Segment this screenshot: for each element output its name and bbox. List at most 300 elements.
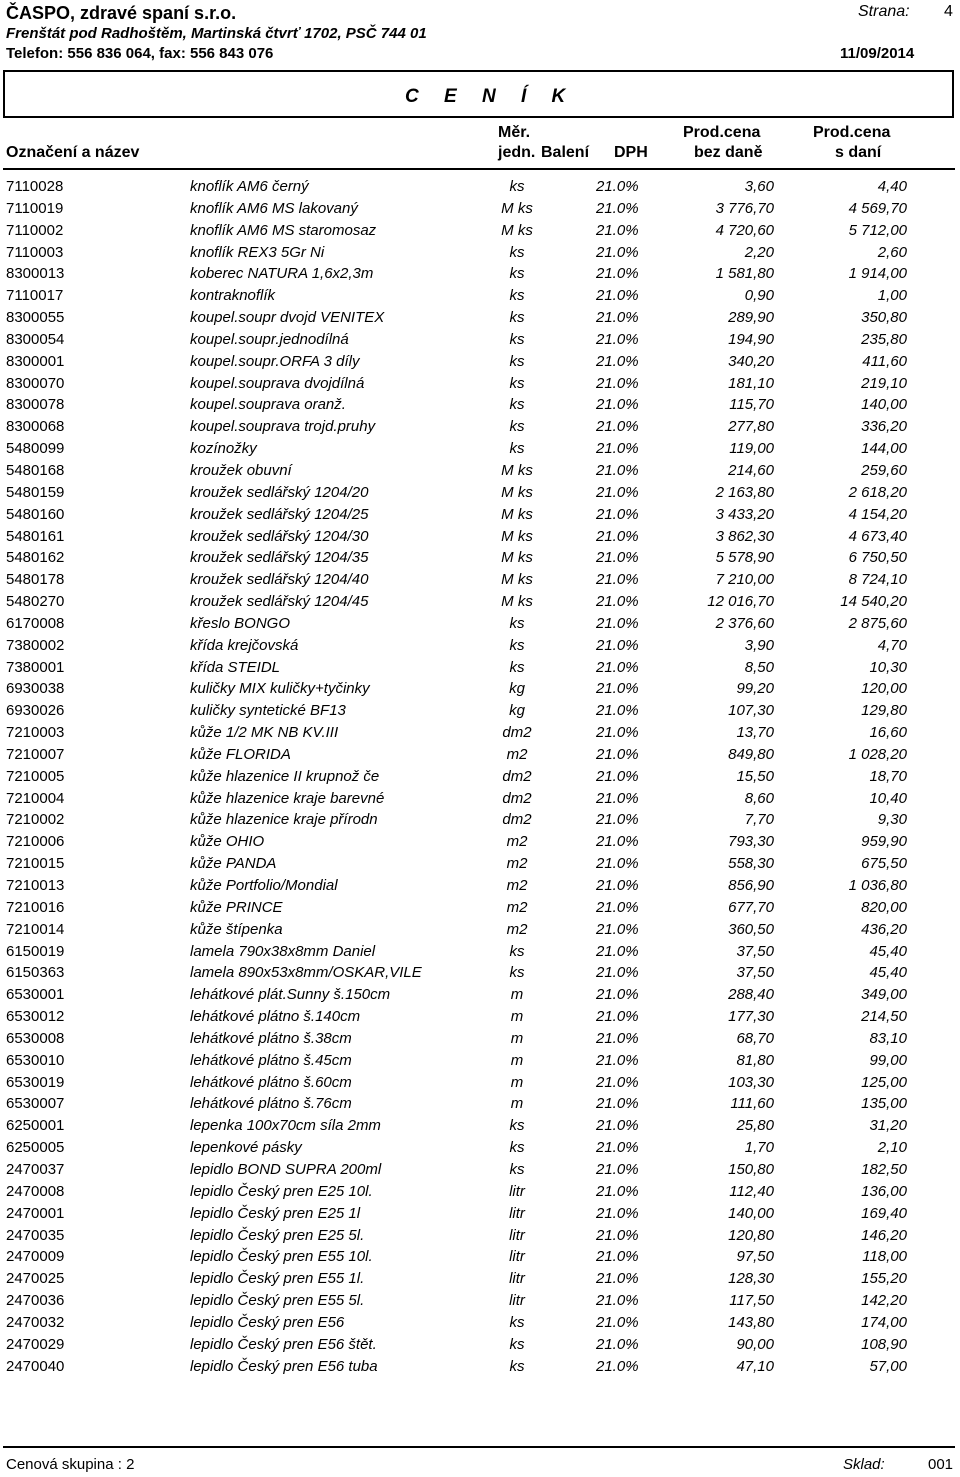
item-code: 6930026 (6, 702, 65, 720)
table-row (0, 198, 960, 220)
item-vat: 21.0% (596, 680, 639, 698)
item-code: 5480178 (6, 571, 65, 589)
item-code: 6530007 (6, 1095, 65, 1113)
item-name: koupel.souprava oranž. (190, 396, 346, 414)
item-name: kroužek sedlářský 1204/45 (190, 593, 369, 611)
item-price-gross: 675,50 (861, 855, 907, 873)
item-vat: 21.0% (596, 1357, 639, 1375)
item-vat: 21.0% (596, 724, 639, 742)
item-name: lepidlo Český pren E56 (190, 1313, 345, 1331)
table-row (0, 919, 960, 941)
item-price-net: 277,80 (728, 418, 774, 436)
table-row (0, 700, 960, 722)
item-price-net: 2,20 (744, 243, 774, 261)
item-vat: 21.0% (596, 571, 639, 589)
table-row (0, 1290, 960, 1312)
item-name: koupel.soupr.ORFA 3 díly (190, 352, 360, 370)
item-code: 8300078 (6, 396, 65, 414)
item-price-gross: 129,80 (861, 702, 907, 720)
item-name: lepidlo BOND SUPRA 200ml (190, 1160, 382, 1178)
table-row (0, 329, 960, 351)
item-code: 7110003 (6, 243, 64, 261)
table-row (0, 591, 960, 613)
item-name: lehátkové plátno š.38cm (190, 1029, 352, 1047)
table-row (0, 1312, 960, 1334)
item-price-gross: 350,80 (861, 309, 907, 327)
table-row (0, 1181, 960, 1203)
item-unit: M ks (501, 221, 533, 239)
item-name: lepidlo Český pren E55 10l. (190, 1248, 373, 1266)
item-code: 8300070 (6, 374, 65, 392)
item-price-net: 2 163,80 (715, 483, 774, 501)
item-code: 6930038 (6, 680, 65, 698)
item-name: lamela 790x38x8mm Daniel (190, 942, 376, 960)
item-code: 8300001 (6, 352, 65, 370)
item-price-net: 4 720,60 (715, 221, 774, 239)
item-price-net: 99,20 (736, 680, 774, 698)
item-price-net: 97,50 (736, 1248, 774, 1266)
item-code: 8300055 (6, 309, 65, 327)
item-price-gross: 1 036,80 (848, 877, 907, 894)
table-row (0, 176, 960, 198)
item-vat: 21.0% (596, 549, 639, 567)
item-price-net: 115,70 (729, 396, 774, 414)
item-vat: 21.0% (596, 1008, 639, 1026)
item-name: kůže OHIO (190, 833, 265, 851)
item-code: 7110028 (6, 178, 64, 195)
item-code: 2470032 (6, 1313, 65, 1331)
item-price-net: 12 016,70 (707, 593, 774, 611)
item-price-net: 3,60 (744, 178, 774, 195)
item-price-net: 340,20 (728, 352, 774, 370)
item-vat: 21.0% (596, 440, 639, 458)
item-name: koupel.souprava trojd.pruhy (190, 418, 376, 436)
table-row (0, 263, 960, 285)
item-unit: ks (509, 374, 525, 392)
table-row (0, 744, 960, 766)
column-header-name: Označení a název (6, 144, 140, 161)
company-address: Frenštát pod Radhoštěm, Martinská čtvrť 1702, PSČ 744 01 (6, 25, 427, 42)
item-unit: M ks (501, 571, 533, 589)
item-code: 5480099 (6, 440, 65, 458)
table-row (0, 307, 960, 329)
item-code: 6530008 (6, 1029, 65, 1047)
table-row (0, 394, 960, 416)
table-row (0, 1050, 960, 1072)
item-name: kozínožky (190, 440, 257, 458)
table-row (0, 635, 960, 657)
item-price-gross: 146,20 (861, 1226, 907, 1244)
item-name: kůže PANDA (190, 855, 277, 873)
item-unit: ks (509, 309, 525, 327)
item-vat: 21.0% (596, 1160, 639, 1178)
table-row (0, 285, 960, 307)
item-price-net: 8,60 (744, 789, 774, 807)
item-unit: ks (509, 243, 525, 261)
item-unit: dm2 (502, 724, 532, 742)
item-vat: 21.0% (596, 855, 639, 873)
item-price-gross: 136,00 (861, 1182, 907, 1200)
item-price-gross: 4,40 (877, 178, 907, 195)
item-vat: 21.0% (596, 942, 639, 960)
warehouse-label: Sklad: (843, 1456, 885, 1473)
item-name: lehátkové plátno š.140cm (190, 1008, 361, 1026)
company-phone: Telefon: 556 836 064, fax: 556 843 076 (6, 45, 274, 62)
item-code: 8300068 (6, 418, 65, 436)
item-unit: m2 (506, 898, 528, 916)
item-unit: m (510, 1073, 524, 1091)
item-price-net: 360,50 (728, 920, 774, 938)
item-unit: ks (509, 330, 525, 348)
item-price-gross: 57,00 (869, 1357, 907, 1375)
item-price-net: 7,70 (744, 811, 774, 829)
table-row (0, 1356, 960, 1378)
table-row (0, 722, 960, 744)
item-name: křída STEIDL (190, 658, 281, 676)
item-price-net: 128,30 (728, 1270, 774, 1288)
item-price-net: 103,30 (728, 1073, 774, 1091)
table-row (0, 941, 960, 963)
item-price-net: 3 776,70 (715, 199, 774, 217)
column-header-net-line1: Prod.cena (683, 124, 761, 141)
item-code: 7110002 (6, 221, 64, 239)
item-vat: 21.0% (596, 1051, 639, 1069)
table-row (0, 613, 960, 635)
item-vat: 21.0% (596, 461, 639, 479)
item-price-gross: 1,00 (877, 287, 907, 305)
item-unit: m2 (506, 855, 528, 873)
item-price-gross: 214,50 (861, 1008, 907, 1026)
item-price-gross: 4 154,20 (848, 505, 907, 523)
item-vat: 21.0% (596, 745, 639, 763)
item-code: 5480161 (6, 527, 65, 545)
item-name: kůže Portfolio/Mondial (190, 877, 338, 894)
item-unit: M ks (501, 593, 533, 611)
item-price-gross: 108,90 (861, 1335, 907, 1353)
item-price-net: 5 578,90 (715, 549, 774, 567)
column-header-net-line2: bez daně (694, 144, 763, 161)
item-price-gross: 2,10 (877, 1139, 907, 1157)
item-name: kůže hlazenice II krupnož če (190, 767, 380, 785)
item-vat: 21.0% (596, 1226, 639, 1244)
item-vat: 21.0% (596, 702, 639, 720)
item-price-gross: 142,20 (861, 1292, 907, 1310)
table-row (0, 984, 960, 1006)
item-price-gross: 45,40 (869, 964, 907, 982)
table-row (0, 242, 960, 264)
item-name: knoflík REX3 5Gr Ni (190, 243, 325, 261)
item-code: 6530019 (6, 1073, 65, 1091)
column-header-pack: Balení (541, 144, 590, 161)
table-row (0, 526, 960, 548)
table-row (0, 1159, 960, 1181)
item-vat: 21.0% (596, 1029, 639, 1047)
item-price-net: 90,00 (736, 1335, 774, 1353)
item-price-gross: 10,30 (869, 658, 907, 676)
item-price-gross: 4,70 (877, 636, 907, 654)
item-price-gross: 118,00 (862, 1248, 907, 1266)
item-price-net: 793,30 (728, 833, 774, 851)
item-unit: litr (509, 1182, 525, 1200)
item-vat: 21.0% (596, 418, 639, 436)
item-vat: 21.0% (596, 898, 639, 916)
item-name: knoflík AM6 MS lakovaný (190, 199, 358, 217)
item-vat: 21.0% (596, 199, 639, 217)
item-price-net: 3 862,30 (715, 527, 774, 545)
table-row (0, 657, 960, 679)
table-row (0, 1137, 960, 1159)
header-divider (3, 168, 955, 170)
item-price-gross: 235,80 (861, 330, 907, 348)
item-price-gross: 18,70 (869, 767, 907, 785)
item-name: lamela 890x53x8mm/OSKAR,VILE (190, 964, 422, 982)
item-unit: M ks (501, 461, 533, 479)
item-name: kůže PRINCE (190, 898, 283, 916)
item-name: lepidlo Český pren E56 štět. (190, 1335, 377, 1353)
item-vat: 21.0% (596, 330, 639, 348)
item-unit: ks (509, 658, 525, 676)
item-vat: 21.0% (596, 636, 639, 654)
item-vat: 21.0% (596, 614, 639, 632)
item-code: 6150363 (6, 964, 65, 982)
item-code: 2470029 (6, 1335, 65, 1353)
table-row (0, 766, 960, 788)
item-price-gross: 820,00 (861, 898, 907, 916)
item-name: koupel.soupr.jednodílná (190, 330, 349, 348)
item-unit: ks (509, 1357, 525, 1375)
item-vat: 21.0% (596, 243, 639, 261)
item-name: kontraknoflík (190, 287, 276, 305)
item-unit: m2 (506, 920, 528, 938)
item-code: 6530010 (6, 1051, 65, 1069)
item-name: kroužek sedlářský 1204/35 (190, 549, 369, 567)
item-code: 6250001 (6, 1117, 65, 1135)
item-unit: dm2 (502, 767, 532, 785)
item-price-gross: 144,00 (861, 440, 907, 458)
item-name: kroužek sedlářský 1204/40 (190, 571, 369, 589)
item-code: 7210002 (6, 811, 65, 829)
item-vat: 21.0% (596, 1182, 639, 1200)
item-vat: 21.0% (596, 221, 639, 239)
column-header-gross-line2: s daní (835, 144, 882, 161)
page-label: Strana: (858, 3, 910, 20)
item-price-gross: 1 914,00 (848, 265, 907, 283)
item-vat: 21.0% (596, 986, 639, 1004)
item-vat: 21.0% (596, 920, 639, 938)
item-name: koupel.soupr dvojd VENITEX (190, 309, 385, 327)
item-name: lehátkové plátno š.76cm (190, 1095, 352, 1113)
item-vat: 21.0% (596, 1139, 639, 1157)
item-price-net: 117,50 (729, 1292, 774, 1310)
table-row (0, 460, 960, 482)
table-row (0, 220, 960, 242)
item-price-gross: 436,20 (861, 920, 907, 938)
item-price-gross: 411,60 (862, 352, 907, 370)
column-header-gross-line1: Prod.cena (813, 124, 891, 141)
item-code: 7380002 (6, 636, 65, 654)
item-name: kůže FLORIDA (190, 745, 291, 763)
item-vat: 21.0% (596, 265, 639, 283)
table-row (0, 1072, 960, 1094)
item-vat: 21.0% (596, 352, 639, 370)
item-code: 2470040 (6, 1357, 65, 1375)
item-unit: dm2 (502, 789, 532, 807)
item-name: kůže hlazenice kraje barevné (190, 789, 385, 807)
item-unit: kg (509, 702, 525, 720)
item-price-net: 112,40 (729, 1182, 774, 1200)
document-title: C E N Í K (405, 86, 576, 107)
item-price-net: 47,10 (736, 1357, 774, 1375)
item-price-gross: 155,20 (861, 1270, 907, 1288)
table-row (0, 351, 960, 373)
page-number: 4 (944, 3, 953, 20)
item-vat: 21.0% (596, 178, 639, 195)
item-price-net: 558,30 (728, 855, 774, 873)
item-price-net: 143,80 (728, 1313, 774, 1331)
item-unit: m2 (506, 745, 528, 763)
item-price-net: 1,70 (744, 1139, 774, 1157)
item-vat: 21.0% (596, 374, 639, 392)
item-price-net: 25,80 (736, 1117, 774, 1135)
item-code: 8300054 (6, 330, 65, 348)
item-price-gross: 31,20 (869, 1117, 907, 1135)
item-price-net: 37,50 (736, 964, 774, 982)
item-unit: m2 (506, 877, 528, 894)
item-unit: ks (509, 1160, 525, 1178)
table-row (0, 678, 960, 700)
item-price-gross: 4 673,40 (848, 527, 907, 545)
item-code: 7110017 (6, 287, 64, 305)
table-row (0, 875, 960, 897)
item-unit: M ks (501, 505, 533, 523)
item-name: kroužek sedlářský 1204/20 (190, 483, 369, 501)
item-price-net: 177,30 (728, 1008, 774, 1026)
item-name: lepidlo Český pren E55 5l. (190, 1292, 365, 1310)
item-price-net: 8,50 (744, 658, 774, 676)
item-price-gross: 4 569,70 (848, 199, 907, 217)
table-row (0, 482, 960, 504)
item-price-net: 288,40 (728, 986, 774, 1004)
item-unit: ks (509, 178, 525, 195)
item-price-gross: 5 712,00 (848, 221, 907, 239)
item-unit: kg (509, 680, 525, 698)
item-code: 2470008 (6, 1182, 65, 1200)
item-price-gross: 45,40 (869, 942, 907, 960)
item-vat: 21.0% (596, 287, 639, 305)
item-unit: m (510, 1095, 524, 1113)
item-code: 7210013 (6, 877, 65, 894)
item-price-gross: 9,30 (877, 811, 907, 829)
column-header-unit-line1: Měr. (498, 124, 531, 141)
item-price-net: 150,80 (728, 1160, 774, 1178)
company-name: ČASPO, zdravé spaní s.r.o. (6, 3, 237, 23)
item-name: kroužek obuvní (190, 461, 292, 479)
item-unit: ks (509, 418, 525, 436)
item-price-gross: 259,60 (861, 461, 907, 479)
item-price-gross: 1 028,20 (848, 745, 907, 763)
table-row (0, 831, 960, 853)
table-row (0, 1203, 960, 1225)
item-code: 2470009 (6, 1248, 65, 1266)
table-row (0, 373, 960, 395)
item-unit: dm2 (502, 811, 532, 829)
item-code: 8300013 (6, 265, 65, 283)
price-group: Cenová skupina : 2 (6, 1456, 135, 1473)
item-unit: m2 (506, 833, 528, 851)
item-price-gross: 2 618,20 (848, 483, 907, 501)
item-vat: 21.0% (596, 1073, 639, 1091)
item-price-net: 849,80 (728, 745, 774, 763)
item-vat: 21.0% (596, 396, 639, 414)
item-unit: litr (509, 1270, 525, 1288)
item-vat: 21.0% (596, 1313, 639, 1331)
item-name: kroužek sedlářský 1204/25 (190, 505, 369, 523)
table-row (0, 1225, 960, 1247)
item-vat: 21.0% (596, 527, 639, 545)
item-unit: ks (509, 942, 525, 960)
table-row (0, 504, 960, 526)
item-code: 2470025 (6, 1270, 65, 1288)
table-row (0, 897, 960, 919)
item-name: lehátkové plát.Sunny š.150cm (190, 986, 391, 1004)
table-row (0, 416, 960, 438)
item-code: 7210006 (6, 833, 65, 851)
item-name: lepidlo Český pren E55 1l. (190, 1270, 365, 1288)
item-name: kuličky syntetické BF13 (190, 702, 346, 720)
item-name: lepidlo Český pren E56 tuba (190, 1357, 378, 1375)
item-price-gross: 83,10 (869, 1029, 907, 1047)
item-code: 7210015 (6, 855, 65, 873)
item-price-gross: 8 724,10 (848, 571, 907, 589)
item-price-net: 289,90 (728, 309, 774, 327)
item-price-net: 214,60 (728, 461, 774, 479)
item-unit: ks (509, 636, 525, 654)
table-row (0, 569, 960, 591)
item-price-gross: 2,60 (877, 243, 907, 261)
item-code: 5480160 (6, 505, 65, 523)
item-unit: ks (509, 265, 525, 283)
item-price-net: 2 376,60 (715, 614, 774, 632)
item-name: kuličky MIX kuličky+tyčinky (190, 680, 370, 698)
item-unit: ks (509, 614, 525, 632)
column-header-vat: DPH (614, 144, 648, 161)
item-unit: ks (509, 396, 525, 414)
item-code: 2470001 (6, 1204, 65, 1222)
column-header-unit-line2: jedn. (498, 144, 536, 161)
item-price-gross: 174,00 (861, 1313, 907, 1331)
item-price-net: 140,00 (728, 1204, 774, 1222)
item-unit: m (510, 1008, 524, 1026)
table-row (0, 962, 960, 984)
item-code: 5480159 (6, 483, 65, 501)
item-name: křída krejčovská (190, 636, 299, 654)
item-price-net: 119,00 (729, 440, 774, 458)
item-price-net: 81,80 (736, 1051, 774, 1069)
item-code: 2470035 (6, 1226, 65, 1244)
item-price-net: 3 433,20 (715, 505, 774, 523)
item-vat: 21.0% (596, 1204, 639, 1222)
item-unit: ks (509, 1117, 525, 1135)
item-name: lehátkové plátno š.45cm (190, 1051, 352, 1069)
item-code: 2470037 (6, 1160, 65, 1178)
item-code: 5480162 (6, 549, 65, 567)
item-unit: ks (509, 964, 525, 982)
item-name: lepidlo Český pren E25 1l (190, 1204, 361, 1222)
item-code: 6250005 (6, 1139, 65, 1157)
item-unit: m (510, 986, 524, 1004)
item-code: 6530012 (6, 1008, 65, 1026)
item-unit: ks (509, 1139, 525, 1157)
